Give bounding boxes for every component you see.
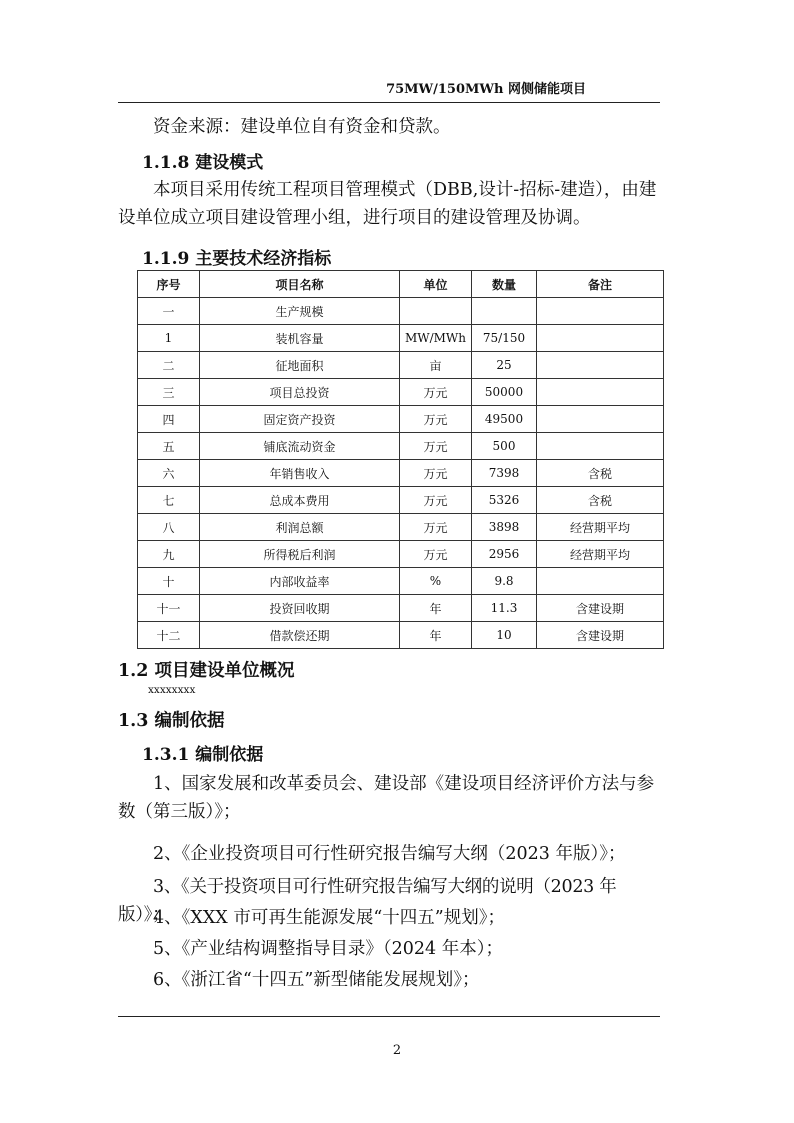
basis-item-3: 3、《关于投资项目可行性研究报告编写大纲的说明（2023 年版）》； — [118, 877, 617, 925]
cell-name: 征地面积 — [200, 352, 400, 379]
cell-remark — [537, 352, 664, 379]
cell-qty: 50000 — [472, 379, 537, 406]
basis-item-4: 4、《XXX 市可再生能源发展“十四五”规划》； — [153, 908, 505, 928]
cell-seq: 一 — [138, 298, 200, 325]
header-divider — [118, 102, 660, 103]
cell-unit: MW/MWh — [400, 325, 472, 352]
cell-qty: 3898 — [472, 514, 537, 541]
header-cell-remark: 备注 — [537, 271, 664, 298]
cell-unit: 亩 — [400, 352, 472, 379]
cell-remark: 含税 — [537, 487, 664, 514]
cell-seq: 五 — [138, 433, 200, 460]
cell-name: 项目总投资 — [200, 379, 400, 406]
cell-remark: 经营期平均 — [537, 541, 664, 568]
indicators-table — [137, 270, 664, 649]
header-cell-seq: 序号 — [138, 271, 200, 298]
cell-seq: 1 — [138, 325, 200, 352]
cell-remark — [537, 406, 664, 433]
cell-name: 铺底流动资金 — [200, 433, 400, 460]
cell-qty — [472, 298, 537, 325]
cell-unit — [400, 298, 472, 325]
cell-name: 生产规模 — [200, 298, 400, 325]
cell-name: 年销售收入 — [200, 460, 400, 487]
company-placeholder: xxxxxxxx — [148, 684, 196, 696]
table-row — [138, 325, 664, 352]
table-row — [138, 352, 664, 379]
table-row — [138, 406, 664, 433]
cell-name: 装机容量 — [200, 325, 400, 352]
cell-name: 利润总额 — [200, 514, 400, 541]
cell-qty: 11.3 — [472, 595, 537, 622]
cell-qty: 500 — [472, 433, 537, 460]
basis-item-1: 1、国家发展和改革委员会、建设部《建设项目经济评价方法与参数（第三版）》； — [118, 774, 655, 822]
cell-seq: 十一 — [138, 595, 200, 622]
table-row — [138, 460, 664, 487]
cell-unit: 年 — [400, 595, 472, 622]
cell-seq: 十 — [138, 568, 200, 595]
cell-seq: 七 — [138, 487, 200, 514]
cell-remark: 含税 — [537, 460, 664, 487]
cell-seq: 三 — [138, 379, 200, 406]
cell-remark: 含建设期 — [537, 622, 664, 649]
table-row — [138, 514, 664, 541]
cell-name: 借款偿还期 — [200, 622, 400, 649]
footer-divider — [118, 1016, 660, 1017]
table-header-row — [138, 271, 664, 298]
cell-name: 固定资产投资 — [200, 406, 400, 433]
cell-name: 内部收益率 — [200, 568, 400, 595]
cell-unit: 年 — [400, 622, 472, 649]
cell-unit: 万元 — [400, 379, 472, 406]
cell-name: 投资回收期 — [200, 595, 400, 622]
table-row — [138, 541, 664, 568]
table-row — [138, 379, 664, 406]
cell-qty: 25 — [472, 352, 537, 379]
cell-unit: % — [400, 568, 472, 595]
cell-seq: 九 — [138, 541, 200, 568]
section-1-1-9-heading: 1.1.9 主要技术经济指标 — [142, 249, 332, 269]
basis-item-2: 2、《企业投资项目可行性研究报告编写大纲（2023 年版）》； — [153, 844, 626, 864]
cell-qty: 7398 — [472, 460, 537, 487]
cell-remark — [537, 298, 664, 325]
section-1-1-8-heading: 1.1.8 建设模式 — [142, 153, 264, 173]
section-1-3-heading: 1.3 编制依据 — [118, 711, 225, 731]
cell-qty: 75/150 — [472, 325, 537, 352]
cell-seq: 六 — [138, 460, 200, 487]
section-1-2-heading: 1.2 项目建设单位概况 — [118, 661, 295, 681]
cell-seq: 四 — [138, 406, 200, 433]
table-row — [138, 298, 664, 325]
running-header: 75MW/150MWh 网侧储能项目 — [386, 82, 586, 97]
section-1-3-1-heading: 1.3.1 编制依据 — [142, 745, 264, 765]
cell-seq: 八 — [138, 514, 200, 541]
cell-unit: 万元 — [400, 433, 472, 460]
cell-remark: 经营期平均 — [537, 514, 664, 541]
cell-seq: 十二 — [138, 622, 200, 649]
construction-mode-text: 本项目采用传统工程项目管理模式（DBB,设计-招标-建造），由建设单位成立项目建设管理小组，进行项目的建设管理及协调。 — [118, 180, 657, 228]
table-row — [138, 433, 664, 460]
header-cell-name: 项目名称 — [200, 271, 400, 298]
cell-remark — [537, 379, 664, 406]
cell-qty: 5326 — [472, 487, 537, 514]
cell-unit: 万元 — [400, 487, 472, 514]
funding-source-text: 资金来源：建设单位自有资金和贷款。 — [153, 117, 451, 137]
cell-unit: 万元 — [400, 541, 472, 568]
basis-item-5: 5、《产业结构调整指导目录》（2024 年本）； — [153, 939, 503, 959]
cell-remark: 含建设期 — [537, 595, 664, 622]
page-number: 2 — [392, 1043, 402, 1058]
cell-name: 总成本费用 — [200, 487, 400, 514]
cell-unit: 万元 — [400, 406, 472, 433]
cell-qty: 10 — [472, 622, 537, 649]
cell-qty: 9.8 — [472, 568, 537, 595]
cell-remark — [537, 325, 664, 352]
cell-qty: 49500 — [472, 406, 537, 433]
header-cell-unit: 单位 — [400, 271, 472, 298]
cell-qty: 2956 — [472, 541, 537, 568]
cell-name: 所得税后利润 — [200, 541, 400, 568]
cell-remark — [537, 568, 664, 595]
table-row — [138, 568, 664, 595]
cell-seq: 二 — [138, 352, 200, 379]
basis-item-6: 6、《浙江省“十四五”新型储能发展规划》； — [153, 970, 480, 990]
table-row — [138, 487, 664, 514]
cell-unit: 万元 — [400, 514, 472, 541]
cell-remark — [537, 433, 664, 460]
table-row — [138, 622, 664, 649]
table-row — [138, 595, 664, 622]
cell-unit: 万元 — [400, 460, 472, 487]
header-cell-qty: 数量 — [472, 271, 537, 298]
